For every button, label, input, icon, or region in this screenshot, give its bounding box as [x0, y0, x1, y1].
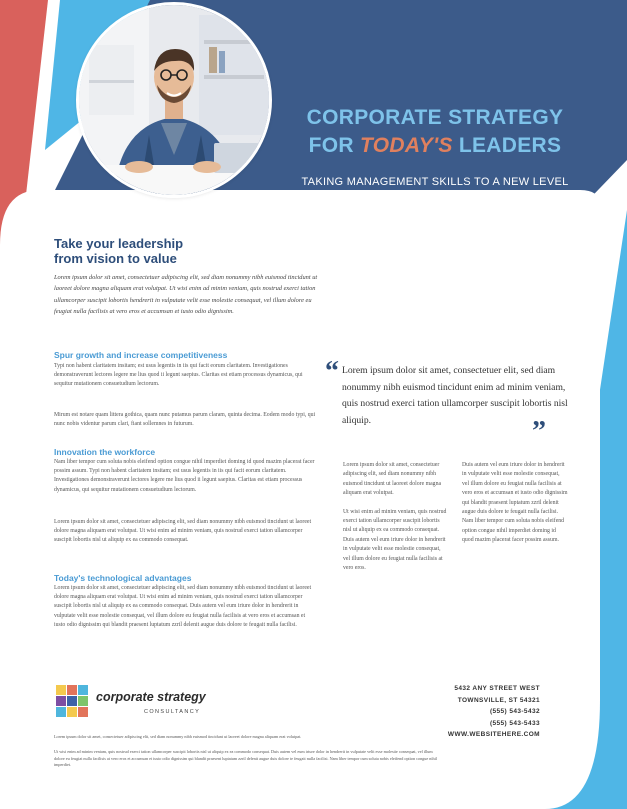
phone-1: (555) 543-5432	[489, 708, 540, 715]
address-line1: 5432 ANY STREET WEST	[454, 685, 540, 692]
address-line2: TOWNSVILLE, ST 54321	[457, 696, 540, 704]
section-heading-technology: Today's technological advantages	[54, 573, 192, 583]
column-right	[462, 461, 568, 555]
column-left	[343, 461, 449, 582]
company-logo-icon	[54, 683, 90, 719]
phone-2: (555) 543-5433	[489, 719, 540, 727]
section-growth-paragraph-1: Typi non habent claritatem insitam; est usus legentis in iis qui facit eorum claritatem. Investigationes demonstraverunt lectores legere me lius quod ii legunt saepius. Claritas est etiam processus dynamicus, qui sequitur mutationem consuetudium lectorum.	[54, 363, 303, 388]
section-innovation-paragraph-2: Lorem ipsum dolor sit amet, consectetuer adipiscing elit, sed diam nonummy nibh euismod tincidunt ut laoreet dolore magna aliquam erat volutpat. Ut wisi enim ad minim veniam, quis nostrud exerci tation ullamcorper suscipit lobortis nisl ut aliquip ex ea commodo consequat.	[54, 519, 312, 544]
section-heading-innovation: Innovation the workforce	[54, 447, 156, 457]
hero-photo	[76, 2, 272, 198]
brand-tagline: CONSULTANCY	[144, 709, 201, 715]
hero-subtitle: TAKING MANAGEMENT SKILLS TO A NEW LEVEL	[301, 176, 569, 188]
contact-block	[420, 683, 540, 741]
column-right-paragraph-1: Duis autem vel eum iriure dolor in hendrerit in vulputate velit esse molestie consequat, vel illum dolore eu feugiat nulla facilisis at vero eros et accumsan et iusto odio dignissim qui blandit praesent luptatum zzril delenit augue duis dolore te feugait nulla facilisi. Nam liber tempor cum soluta nobis eleifend option congue nihil imperdiet doming id quod mazim placerat facer possim assum.	[462, 462, 568, 544]
pull-quote-text: Lorem ipsum dolor sit amet, consectetuer elit, sed diam nonummy nibh euismod tincidunt enim ad minim veniam, quis nostrud exerci tation ullamcorper suscipit lobortis nisl aliquip.	[342, 365, 568, 426]
hero-title	[270, 104, 600, 160]
website: WWW.WEBSITEHERE.COM	[447, 731, 540, 738]
hero-title-accent: TODAY'S	[360, 134, 453, 157]
hero-title-suffix: LEADERS	[452, 134, 562, 157]
intro-heading	[54, 236, 254, 266]
man-at-desk-image	[79, 5, 269, 195]
intro-heading-line1: Take your leadership	[54, 236, 184, 251]
hero-title-line2	[270, 132, 600, 160]
column-left-paragraph-1: Lorem ipsum dolor sit amet, consectetuer adipiscing elit, sed diam nonummy nibh euismod tincidunt ut laoreet dolore magna aliquam erat volutpat.	[343, 462, 442, 497]
section-technology-paragraph-1: Lorem ipsum dolor sit amet, consectetuer adipiscing elit, sed diam nonummy nibh euismod tincidunt ut laoreet dolore magna aliquam erat volutpat. Ut wisi enim ad minim veniam, quis nostrud exerci tation ullamcorper suscipit lobortis nisl ut aliquip ex ea commodo consequat. Duis autem vel eum iriure dolor in hendrerit in vulputate velit esse molestie consequat, vel illum dolore eu feugiat nulla facilisis at vero eros et accumsan et iusto odio dignissim qui blandit praesent luptatum zzril delenit augue duis dolore te feugait nulla facilisi.	[54, 585, 312, 628]
quote-close-mark: ”	[532, 416, 546, 447]
footer-text-2: Ut wisi enim ad minim veniam, quis nostrud exerci tation ullamcorper suscipit lobortis nisl ut aliquip ex ea commodo consequat. Duis autem vel eum iriure dolor in hendrerit in vulputate velit esse molestie consequat, vel illum dolore eu feugiat nulla facilisis at vero eros et accumsan et iusto odio dignissim qui blandit praesent luptatum zzril delenit augue duis dolore te feugait nulla facilisi. Nam liber tempor cum soluta nobis eleifend option congue nihil imperdiet.	[54, 749, 437, 768]
intro-text: Lorem ipsum dolor sit amet, consectetuer adipiscing elit, sed diam nonummy nibh euismod tincidunt ut laoreet dolore magna aliquam erat volutpat. Ut wisi enim ad minim veniam, quis nostrud exerci tation ullamcorper suscipit lobortis hendrerit in vulputate velit esse molestie consequat, vel illum dolore eu feugiat nulla facilisis at vero eros et accumsan et iusto odio dignissim.	[54, 274, 318, 315]
hero-title-prefix: FOR	[308, 134, 361, 157]
intro-heading-line2: from vision to value	[54, 251, 177, 266]
section-growth-paragraph-2: Mirum est notare quam littera gothica, quam nunc putamus parum claram, quinta decima. Eodem modo typi, qui nunc nobis videntur parum clari, fiant sollemnes in futurum.	[54, 412, 316, 428]
section-heading-growth: Spur growth and increase competitiveness	[54, 350, 228, 360]
footer-text-1: Lorem ipsum dolor sit amet, consectetuer adipiscing elit, sed diam nonummy nibh euismod tincidunt ut laoreet dolore magna aliquam erat volutpat.	[54, 734, 302, 739]
quote-open-mark: “	[325, 356, 339, 387]
column-left-paragraph-2: Ut wisi enim ad minim veniam, quis nostrud exerci tation ullamcorper suscipit lobortis nisl ut aliquip ex ea commodo consequat. Duis autem vel eum iriure dolor in hendrerit in vulputate velit esse molestie consequat, vel illum dolore eu feugiat nulla facilisis at vero eros.	[343, 508, 447, 572]
brand-name: corporate strategy	[96, 690, 206, 704]
section-innovation-paragraph-1: Nam liber tempor cum soluta nobis eleifend option congue nihil imperdiet doming id quod mazim placerat facer possim assum. Typi non habent claritatem insitam; est usus legentis in iis qui facit eorum claritatem. Investigationes demonstraverunt lectores legere me lius quod ii legunt saepius. Claritas est etiam processus dynamicus, qui sequitur mutationem consuetudium lectorum.	[54, 459, 315, 493]
hero-title-line1: CORPORATE STRATEGY	[306, 106, 564, 129]
